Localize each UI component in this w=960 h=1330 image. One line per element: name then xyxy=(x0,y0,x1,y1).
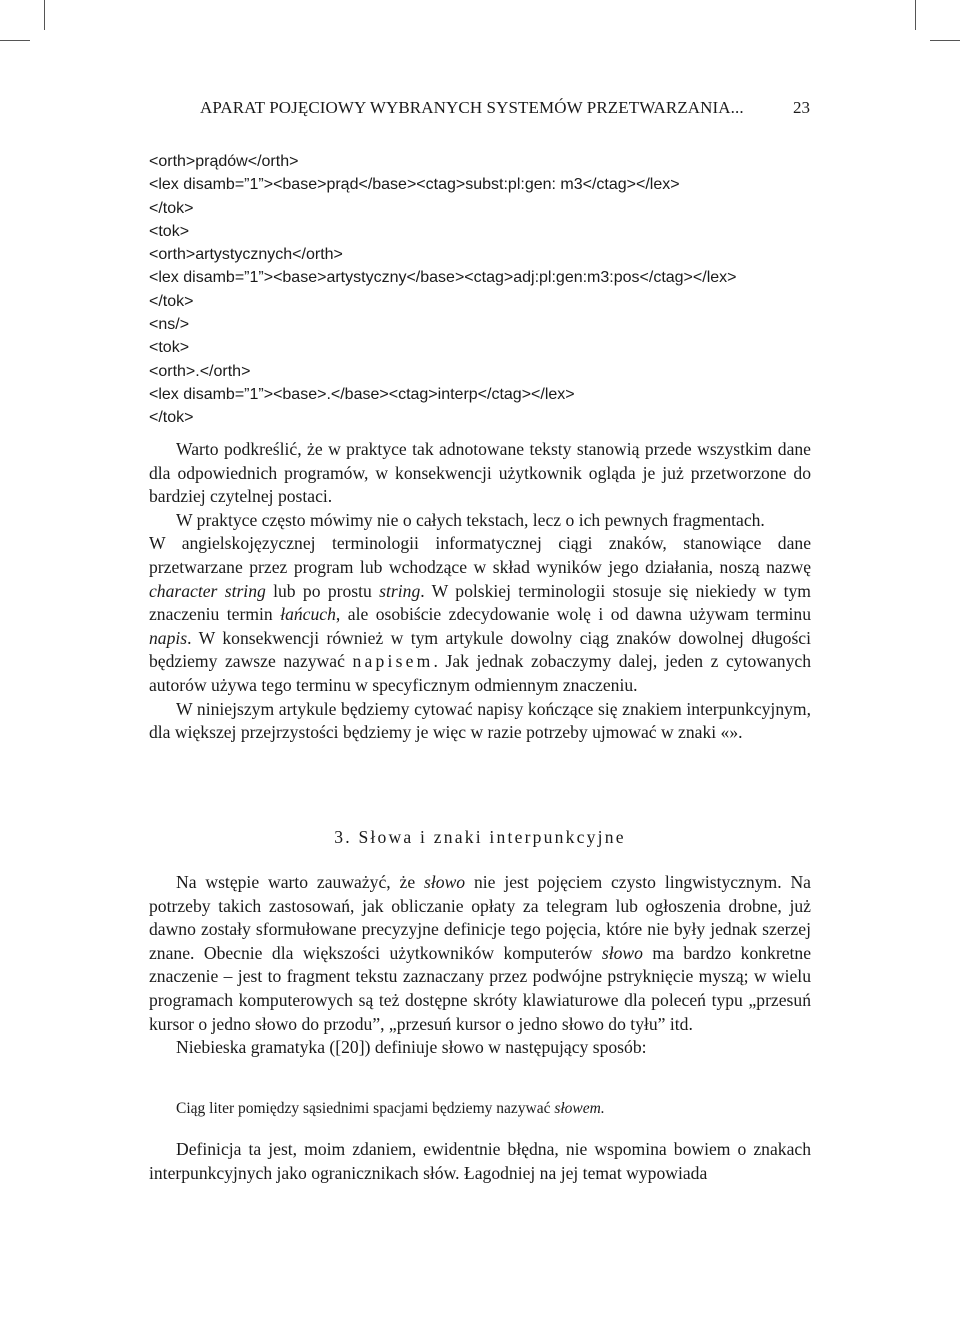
text-run: . Jak jednak zobaczymy dalej, jeden z cytowanych autorów używa tego terminu w specyficznym odmiennym znaczeniu. xyxy=(149,651,811,695)
paragraph xyxy=(149,871,811,1036)
paragraph xyxy=(149,532,811,697)
italic-term: character string xyxy=(149,580,266,601)
code-line: </tok> xyxy=(149,292,194,310)
code-line: <lex disamb=”1”><base>artystyczny</base><ctag>adj:pl:gen:m3:pos</ctag></lex> xyxy=(149,269,737,287)
text-run: , ale osobiście zdecydowanie wolę i od dawna używam terminu xyxy=(335,604,812,625)
italic-term: string xyxy=(379,580,421,601)
crop-mark-left xyxy=(0,40,30,41)
body-text-continuation xyxy=(149,1138,811,1185)
body-text-section-1 xyxy=(149,438,811,745)
code-line: </tok> xyxy=(149,199,194,217)
crop-mark-right xyxy=(930,40,960,41)
text-run: W angielskojęzycznej terminologii informatycznej ciągi znaków, stanowiące dane przetwarzane przez program lub wchodzące w skład wyników jego działania, noszą nazwę xyxy=(149,533,811,577)
italic-term: łańcuch xyxy=(280,604,336,625)
paragraph: Niebieska gramatyka ([20]) definiuje słowo w następujący sposób: xyxy=(176,1037,647,1058)
code-line: <tok> xyxy=(149,222,190,240)
text-run: ma bardzo konkretne znaczenie – jest to fragment tekstu zaznaczany przez podwójne pstryknięcie myszą; w wielu programach komputerowych są też dostępne skróty klawiaturowe dla poleceń typu „przesuń kursor o jedno słowo do przodu”, „przesuń kursor o jedno słowo do tyłu” itd. xyxy=(149,942,812,1034)
paragraph: Definicja ta jest, moim zdaniem, ewidentnie błędna, nie wspomina bowiem o znakach interpunkcyjnych jako ogranicznikach słów. Łagodniej na jej temat wypowiada xyxy=(149,1139,811,1183)
italic-term: słowo xyxy=(424,872,466,892)
page-number: 23 xyxy=(793,98,810,117)
section-heading: 3. Słowa i znaki interpunkcyjne xyxy=(334,827,626,847)
code-line: <orth>.</orth> xyxy=(149,362,251,380)
text-run: . W konsekwencji również w tym artykule dowolny ciąg znaków dowolnej długości będziemy zawsze nazywać xyxy=(149,627,811,672)
code-line: </tok> xyxy=(149,409,194,427)
code-line: <orth>prądów</orth> xyxy=(149,153,299,170)
running-title: APARAT POJĘCIOWY WYBRANYCH SYSTEMÓW PRZETWARZANIA... xyxy=(200,98,744,117)
paragraph: W niniejszym artykule będziemy cytować napisy kończące się znakiem interpunkcyjnym, dla większej przejrzystości będziemy je więc w razie potrzeby ujmować w znaki «». xyxy=(149,698,811,743)
code-line: <ns/> xyxy=(149,316,190,334)
text-run: nie jest pojęciem czysto lingwistycznym. Na potrzeby takich zastosowań, jak obliczanie opłaty za telegram lub ogłoszenia drobne, już dawno zostały sformułowane precyzyjne definicje tego pojęcia, które nie były jednak szerzej znane. Obecnie dla większości użytkowników komputerów xyxy=(149,872,811,963)
crop-mark-top-right xyxy=(915,0,916,30)
code-line: <lex disamb=”1”><base>prąd</base><ctag>subst:pl:gen: m3</ctag></lex> xyxy=(149,176,680,194)
italic-term: napis xyxy=(149,627,188,648)
crop-mark-top-left xyxy=(44,0,45,30)
paragraph: Warto podkreślić, że w praktyce tak adnotowane teksty stanowią przede wszystkim dane dla odpowiednich programów, w konsekwencji użytkownik ogląda je już przetworzone do bardziej czytelnej postaci. xyxy=(149,439,811,507)
code-line: <tok> xyxy=(149,339,190,357)
page-header xyxy=(200,98,810,118)
body-text-section-3 xyxy=(149,871,811,1060)
code-line: <lex disamb=”1”><base>.</base><ctag>interp</ctag></lex> xyxy=(149,385,575,403)
xml-code-block xyxy=(149,150,829,430)
code-line: <orth>artystycznych</orth> xyxy=(149,246,343,264)
text-run: . W polskiej terminologii stosuje się niekiedy w tym znaczeniu termin xyxy=(149,580,811,625)
text-run: Na wstępie warto zauważyć, że xyxy=(176,872,425,892)
spaced-term: napisem xyxy=(352,651,434,672)
text-run: lub po prostu xyxy=(265,580,380,601)
text-run: Ciąg liter pomiędzy sąsiednimi spacjami będziemy nazywać xyxy=(176,1100,555,1117)
italic-term: słowem. xyxy=(554,1100,605,1117)
italic-term: słowo xyxy=(601,942,643,963)
paragraph: W praktyce często mówimy nie o całych tekstach, lecz o ich pewnych fragmentach. xyxy=(176,509,765,530)
block-quote xyxy=(176,1100,816,1118)
